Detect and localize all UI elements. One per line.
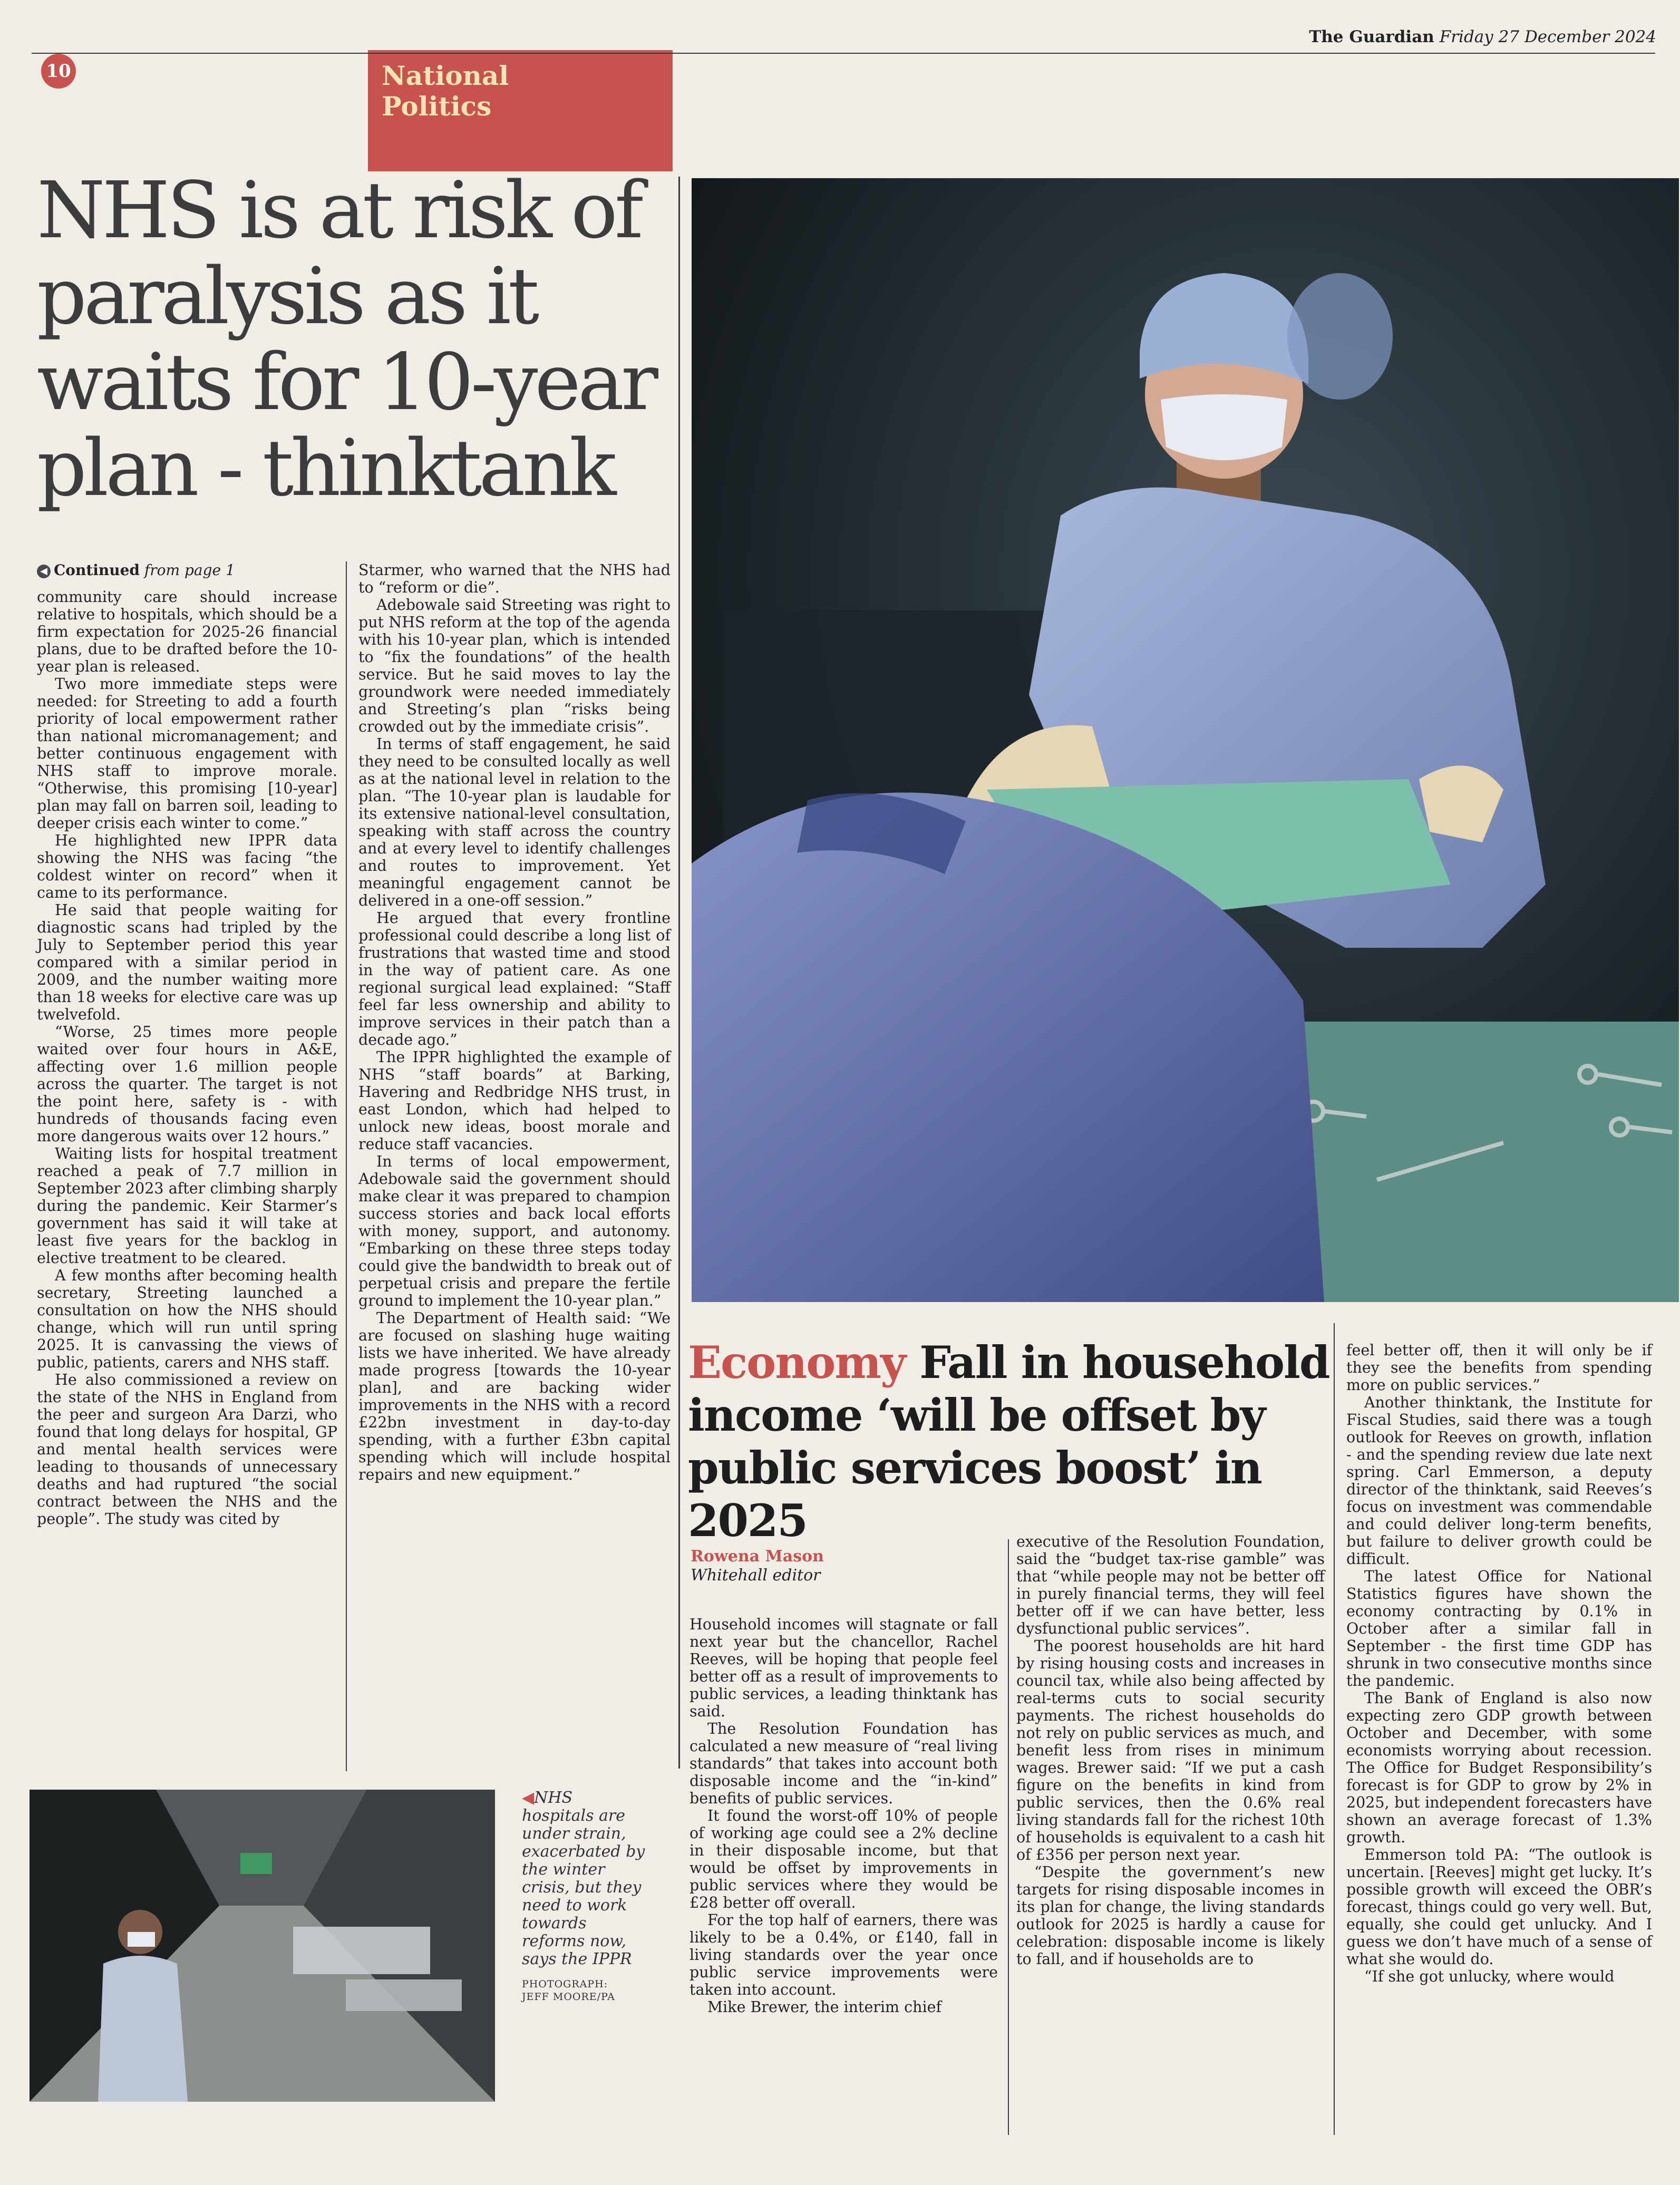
photo-caption <box>522 1789 648 2003</box>
byline <box>691 1547 824 1585</box>
masthead-paper: The Guardian <box>1309 27 1434 46</box>
paragraph: It found the worst-off 10% of people of working age could see a 2% decline in their disposable income, but that would be offset by improvements in public services where they would be £28 better off overall. <box>690 1807 998 1911</box>
photo-credit-label: PHOTOGRAPH: <box>522 1978 608 1990</box>
photo-credit-name: JEFF MOORE/PA <box>522 1991 615 2003</box>
paragraph: community care should increase relative to hospitals, which should be a firm expectation for 2025-26 financial plans, due to be drafted before the 10-year plan is released. <box>37 588 337 675</box>
paragraph: Waiting lists for hospital treatment reached a peak of 7.7 million in September 2023 after climbing sharply during the pandemic. Keir Starmer’s government has said it will take at least five years for the backlog in elective treatment to be cleared. <box>37 1145 337 1267</box>
photo-credit <box>522 1978 648 2003</box>
paragraph: feel better off, then it will only be if they see the benefits from spending more on public services.” <box>1346 1342 1652 1394</box>
column-rule <box>346 561 347 1771</box>
continued-label: Continued <box>54 561 140 579</box>
column-rule <box>1008 1539 1009 2135</box>
paragraph: “Worse, 25 times more people waited over four hours in A&E, affecting over 1.6 million people across the quarter. The target is not the point here, safety is - with hundreds of thousands facing even more dangerous waits over 12 hours.” <box>37 1023 337 1145</box>
article-column-1 <box>37 561 337 1528</box>
paragraph: Adebowale said Streeting was right to put NHS reform at the top of the agenda with his 10-year plan, which is intended to “fix the foundations” of the health service. But he said moves to lay the groundwork were needed immediately and Streeting’s plan “risks being crowded out by the immediate crisis”. <box>358 596 671 735</box>
paragraph: He said that people waiting for diagnostic scans had tripled by the July to September period this year compared with a similar period in 2009, and the number waiting more than 18 weeks for elective care was up twelvefold. <box>37 901 337 1023</box>
caption-text: NHS hospitals are under strain, exacerbated by the winter crisis, but they need to work towards reforms now, says the IPPR <box>522 1789 645 1968</box>
paragraph: Two more immediate steps were needed: for Streeting to add a fourth priority of local empowerment rather than national micromanagement; and better continuous engagement with NHS staff to improve morale. “Otherwise, this promising [10-year] plan may fall on barren soil, leading to deeper crisis each winter to come.” <box>37 675 337 832</box>
continued-line <box>37 561 337 579</box>
paragraph: Mike Brewer, the interim chief <box>707 1998 941 2016</box>
page-number: 10 <box>41 54 76 89</box>
paragraph: In terms of staff engagement, he said they need to be consulted locally as well as at the national level in relation to the plan. “The 10-year plan is laudable for its extensive national-level consultation, speaking with staff across the country and at every level to identify challenges and routes to improvement. Yet meaningful engagement cannot be delivered in a one-off session.” <box>358 735 671 909</box>
article-column-2 <box>358 561 671 1483</box>
continued-arrow-icon: ◀ <box>37 565 51 578</box>
continued-from: from page 1 <box>144 561 235 579</box>
paragraph: A few months after becoming health secretary, Streeting launched a consultation on how the NHS should change, which will run until spring 2025. It is canvassing the views of public, patients, carers and NHS staff. <box>37 1267 337 1371</box>
hospital-corridor-photo <box>30 1790 495 2102</box>
top-rule <box>32 53 1655 54</box>
hospital-corridor-illustration <box>30 1790 495 2102</box>
paragraph: executive of the Resolution Foundation, said the “budget tax-rise gamble” was that “while people may not be better off in purely financial terms, they will feel better off if we can have better, less dysfunctional public services”. <box>1016 1533 1325 1637</box>
economy-headline-line: income ‘will be offset by <box>688 1389 1265 1441</box>
economy-column-2 <box>1016 1533 1325 1968</box>
economy-kicker: Economy <box>688 1336 905 1388</box>
paragraph: The IPPR highlighted the example of NHS “staff boards” at Barking, Havering and Redbridge NHS trust, in east London, which had helped to unlock new ideas, boost morale and reduce staff vacancies. <box>358 1048 671 1153</box>
headline-line: NHS is at risk of <box>37 165 640 256</box>
economy-column-3 <box>1346 1342 1652 1985</box>
byline-role: Whitehall editor <box>691 1566 821 1585</box>
headline-line: plan - thinktank <box>37 423 614 513</box>
paragraph: For the top half of earners, there was likely to be a 0.4%, or £140, fall in living standards over the year once public service improvements were taken into account. <box>690 1911 998 1998</box>
surgeon-photo <box>692 178 1679 1302</box>
column-rule <box>678 177 680 1769</box>
paragraph: The Department of Health said: “We are focused on slashing huge waiting lists we have inherited. We have already made progress [towards the 10-year plan], and are backing wider improvements in the NHS with a record £22bn investment in day-to-day spending, with a further £3bn capital spending which will include hospital repairs and new equipment.” <box>358 1309 671 1483</box>
paragraph: “If she got unlucky, where would <box>1364 1968 1615 1985</box>
page-title <box>37 165 669 513</box>
surgeon-photo-illustration <box>692 178 1679 1302</box>
section-label-line-2: Politics <box>382 91 492 122</box>
byline-name: Rowena Mason <box>691 1547 824 1566</box>
paragraph: The Bank of England is also now expecting zero GDP growth between October and December, with some economists worrying about recession. The Office for Budget Responsibility’s forecast is for GDP to grow by 2% in 2025, but independent forecasters have shown an average forecast of 1.3% growth. <box>1346 1689 1652 1846</box>
paragraph: The poorest households are hit hard by rising housing costs and increases in council tax, while also being affected by real-terms cuts to social security payments. The richest households do not rely on public services as much, and benefit less from rises in minimum wages. Brewer said: “If we put a cash figure on the benefits in kind from public services, then the 0.6% real living standards fall for the richest 10th of households is equivalent to a cash hit of £356 per person next year. <box>1016 1637 1325 1863</box>
headline-line: waits for 10-year <box>37 337 655 428</box>
paragraph: He argued that every frontline professional could describe a long list of frustrations that wasted time and stood in the way of patient care. As one regional surgical lead explained: “Staff feel far less ownership and ability to improve services in their patch than a decade ago.” <box>358 909 671 1048</box>
paragraph: Another thinktank, the Institute for Fiscal Studies, said there was a tough outlook for Reeves on growth, inflation - and the spending review due late next spring. Carl Emmerson, a deputy director of the thinktank, said Reeves’s focus on investment was commendable and could deliver long-term benefits, but failure to deliver growth could be difficult. <box>1346 1394 1652 1568</box>
paragraph: Starmer, who warned that the NHS had to “reform or die”. <box>358 561 671 596</box>
economy-headline-line: public services boost’ in 2025 <box>688 1442 1261 1547</box>
paragraph: He highlighted new IPPR data showing the NHS was facing “the coldest winter on record” when it came to its performance. <box>37 832 337 901</box>
economy-column-1 <box>690 1616 998 2016</box>
paragraph: The Resolution Foundation has calculated a new measure of “real living standards” that takes into account both disposable income and the “in-kind” benefits of public services. <box>690 1720 998 1807</box>
paragraph: Household incomes will stagnate or fall next year but the chancellor, Rachel Reeves, will be hoping that people feel better off as a result of improvements to public services, a leading thinktank has said. <box>690 1616 998 1720</box>
masthead <box>1309 27 1656 46</box>
economy-headline <box>688 1336 1352 1547</box>
caption-triangle-icon: ◀ <box>522 1789 535 1807</box>
paragraph: “Despite the government’s new targets for rising disposable incomes in its plan for change, the living standards outlook for 2025 is hardly a cause for celebration: disposable income is likely to fall, and if households are to <box>1016 1863 1325 1968</box>
paragraph: He also commissioned a review on the state of the NHS in England from the peer and surgeon Ara Darzi, who found that long delays for hospital, GP and mental health services were leading to thousands of unnecessary deaths and had ruptured “the social contract between the NHS and the people”. The study was cited by <box>37 1371 337 1528</box>
section-label-line-1: National <box>382 60 509 91</box>
headline-line: paralysis as it <box>37 251 537 342</box>
economy-headline-line: Economy Fall in household <box>688 1336 1329 1388</box>
section-label <box>368 50 673 171</box>
paragraph: The latest Office for National Statistics figures have shown the economy contracting by 0.1% in October after a similar fall in September - the first time GDP has shrunk in two consecutive months since the pandemic. <box>1346 1568 1652 1689</box>
paragraph: In terms of local empowerment, Adebowale said the government should make clear it was prepared to champion success stories and back local efforts with money, support, and autonomy. “Embarking on these three steps today could give the bandwidth to break out of perpetual crisis and prepare the fertile ground to implement the 10-year plan.” <box>358 1153 671 1309</box>
paragraph: Emmerson told PA: “The outlook is uncertain. [Reeves] might get lucky. It’s possible growth will exceed the OBR’s forecast, things could go very well. But, equally, she could get unlucky. And I guess we don’t have much of a sense of what she would do. <box>1346 1846 1652 1968</box>
masthead-date: Friday 27 December 2024 <box>1439 27 1656 46</box>
